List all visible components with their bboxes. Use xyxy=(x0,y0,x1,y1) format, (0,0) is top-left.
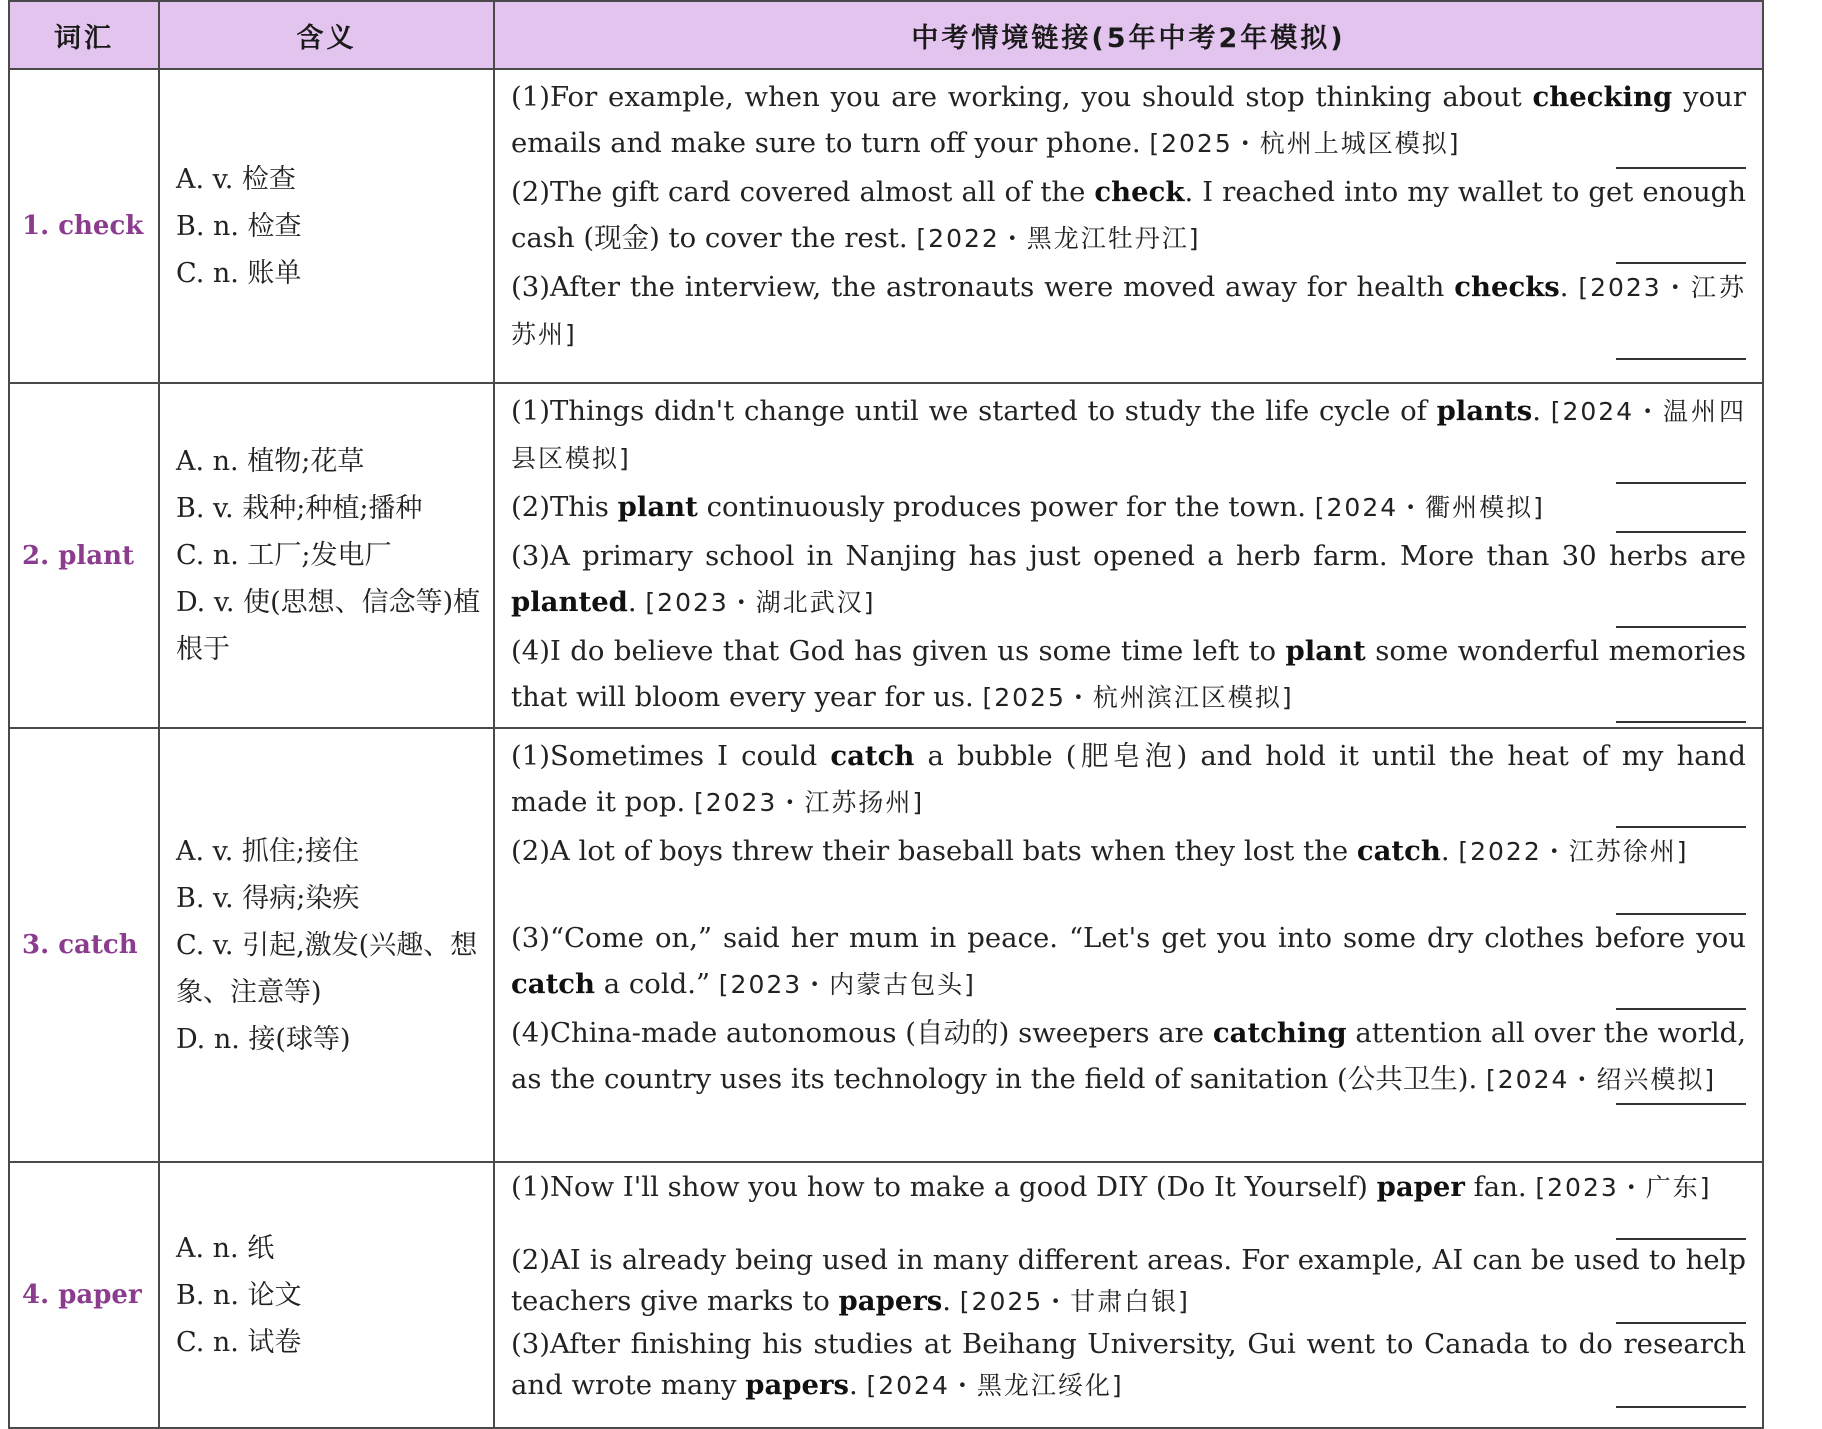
source-citation: [2024・黑龙江绥化] xyxy=(866,1371,1124,1400)
example-sentence: (4)China-made autonomous (自动的) sweepers are catching attention all over the world, as the country uses its technology in the field of sanitation (公共卫生). [2024・绍兴模拟] xyxy=(511,1010,1746,1105)
target-word: planted xyxy=(511,586,628,618)
target-word: catch xyxy=(830,740,915,772)
meaning-item: A. v. 抓住;接住 xyxy=(176,835,359,867)
meaning-item: C. n. 账单 xyxy=(176,257,302,289)
meaning-item: A. n. 植物;花草 xyxy=(176,446,365,477)
example-sentence: (3)A primary school in Nanjing has just opened a herb farm. More than 30 herbs are planted. [2023・湖北武汉] xyxy=(511,533,1746,628)
example-sentence: (2)AI is already being used in many different areas. For example, AI can be used to help teachers give marks to papers. [2025・甘肃白银] xyxy=(511,1240,1746,1324)
target-word: checking xyxy=(1532,81,1673,113)
meaning-cell xyxy=(159,69,494,383)
source-citation: [2022・江苏徐州] xyxy=(1458,837,1689,866)
example-sentence: (2)A lot of boys threw their baseball bats when they lost the catch. [2022・江苏徐州] xyxy=(511,828,1746,915)
target-word: catching xyxy=(1212,1017,1347,1049)
source-citation: [2023・内蒙古包头] xyxy=(718,970,976,999)
target-word: papers xyxy=(745,1369,849,1401)
meaning-item: A. n. 纸 xyxy=(176,1232,275,1264)
vocabulary-table xyxy=(8,0,1764,1429)
meaning-item: C. n. 试卷 xyxy=(176,1326,302,1358)
example-sentence: (1)Sometimes I could catch a bubble (肥皂泡) and hold it until the heat of my hand made it pop. [2023・江苏扬州] xyxy=(511,733,1746,828)
examples-cell xyxy=(494,1162,1763,1428)
meaning-item: D. n. 接(球等) xyxy=(176,1023,351,1055)
meaning-item: C. v. 引起,激发(兴趣、想象、注意等) xyxy=(176,929,478,1008)
target-word: plant xyxy=(617,491,698,523)
example-sentence: (1)For example, when you are working, you should stop thinking about checking your emails and make sure to turn off your phone. [2025・杭州上城区模拟] xyxy=(511,74,1746,169)
meaning-item: B. v. 栽种;种植;播种 xyxy=(176,493,423,524)
example-sentence: (2)The gift card covered almost all of the check. I reached into my wallet to get enough cash (现金) to cover the rest. [2022・黑龙江牡丹江] xyxy=(511,169,1746,264)
source-citation: [2024・衢州模拟] xyxy=(1314,493,1545,522)
word-cell: 3. catch xyxy=(9,728,159,1162)
source-citation: [2025・杭州滨江区模拟] xyxy=(982,683,1294,712)
table-row xyxy=(9,383,1763,728)
example-sentence: (3)After finishing his studies at Beihang University, Gui went to Canada to do research and wrote many papers. [2024・黑龙江绥化] xyxy=(511,1324,1746,1408)
meaning-cell xyxy=(159,383,494,728)
source-citation: [2024・绍兴模拟] xyxy=(1486,1065,1717,1094)
target-word: plants xyxy=(1436,395,1533,427)
answer-blank[interactable] xyxy=(1616,1406,1746,1408)
table-row xyxy=(9,1162,1763,1428)
header-row xyxy=(9,1,1763,69)
meaning-item: C. n. 工厂;发电厂 xyxy=(176,540,392,571)
examples-cell xyxy=(494,69,1763,383)
word-cell: 4. paper xyxy=(9,1162,159,1428)
answer-blank[interactable] xyxy=(1616,1103,1746,1105)
meaning-item: A. v. 检查 xyxy=(176,163,296,195)
target-word: plant xyxy=(1285,635,1366,667)
target-word: catch xyxy=(1356,835,1441,867)
word-cell: 2. plant xyxy=(9,383,159,728)
example-sentence: (3)“Come on,” said her mum in peace. “Let's get you into some dry clothes before you catch a cold.” [2023・内蒙古包头] xyxy=(511,915,1746,1010)
example-sentence: (4)I do believe that God has given us some time left to plant some wonderful memories that will bloom every year for us. [2025・杭州滨江区模拟] xyxy=(511,628,1746,723)
word-cell: 1. check xyxy=(9,69,159,383)
target-word: papers xyxy=(838,1285,943,1317)
target-word: check xyxy=(1094,176,1185,208)
source-citation: [2023・湖北武汉] xyxy=(645,588,876,617)
target-word: paper xyxy=(1376,1171,1465,1203)
example-sentence: (1)Things didn't change until we started to study the life cycle of plants. [2024・温州四县区模拟] xyxy=(511,388,1746,484)
examples-cell xyxy=(494,728,1763,1162)
meaning-item: B. v. 得病;染疾 xyxy=(176,882,360,914)
example-sentence: (3)After the interview, the astronauts were moved away for health checks. [2023・江苏苏州] xyxy=(511,264,1746,360)
source-citation: [2024・温州四县区模拟] xyxy=(511,397,1747,473)
table-row xyxy=(9,69,1763,383)
source-citation: [2025・甘肃白银] xyxy=(959,1287,1190,1316)
example-sentence: (2)This plant continuously produces power for the town. [2024・衢州模拟] xyxy=(511,484,1746,533)
meaning-cell xyxy=(159,728,494,1162)
target-word: checks xyxy=(1454,271,1560,303)
target-word: catch xyxy=(511,968,596,1000)
meaning-item: D. v. 使(思想、信念等)植根于 xyxy=(176,587,481,665)
source-citation: [2023・江苏苏州] xyxy=(511,273,1746,349)
table-row xyxy=(9,728,1763,1162)
source-citation: [2023・广东] xyxy=(1535,1173,1712,1202)
source-citation: [2023・江苏扬州] xyxy=(693,788,925,817)
source-citation: [2022・黑龙江牡丹江] xyxy=(916,224,1201,253)
example-sentence: (1)Now I'll show you how to make a good DIY (Do It Yourself) paper fan. [2023・广东] xyxy=(511,1167,1746,1240)
meaning-item: B. n. 论文 xyxy=(176,1279,302,1311)
meaning-cell xyxy=(159,1162,494,1428)
source-citation: [2025・杭州上城区模拟] xyxy=(1149,129,1461,158)
answer-blank[interactable] xyxy=(1616,721,1746,723)
header-word: 词汇 xyxy=(9,1,159,69)
examples-cell xyxy=(494,383,1763,728)
meaning-item: B. n. 检查 xyxy=(176,210,302,242)
header-meaning: 含义 xyxy=(159,1,494,69)
answer-blank[interactable] xyxy=(1616,358,1746,360)
header-examples: 中考情境链接(5年中考2年模拟) xyxy=(494,1,1763,69)
